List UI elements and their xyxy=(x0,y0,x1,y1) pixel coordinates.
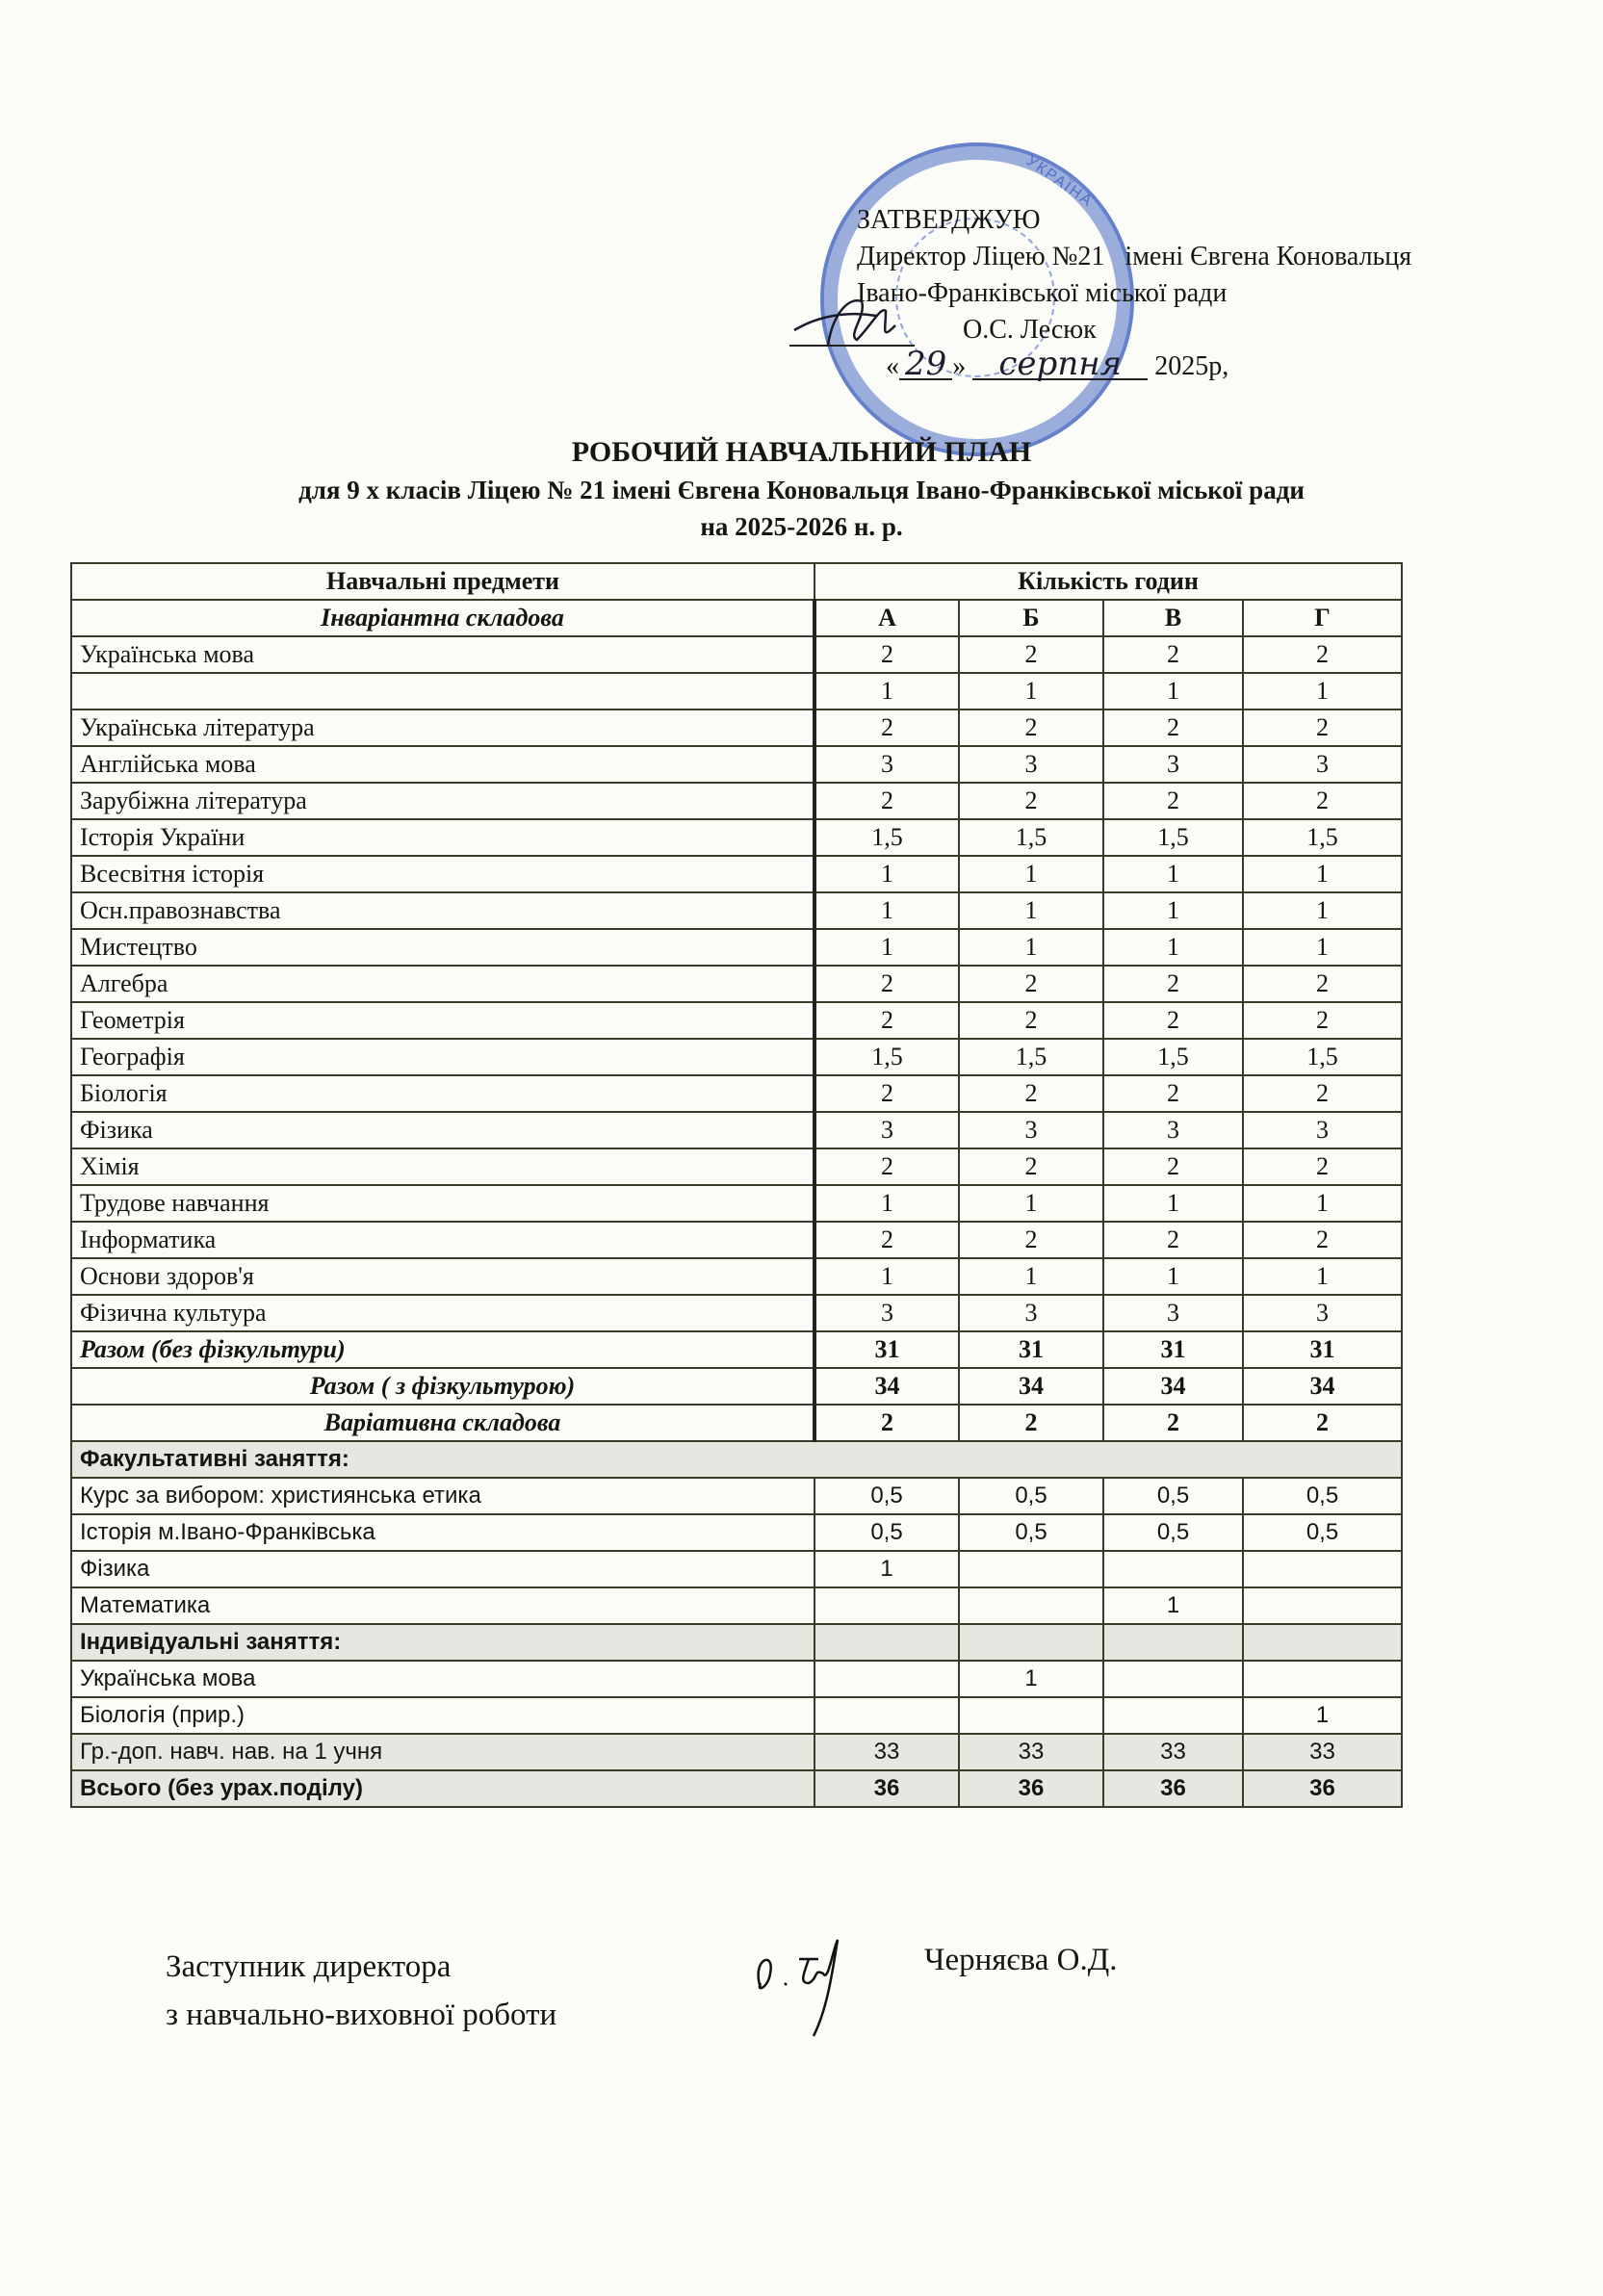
total-without-pe-row xyxy=(71,1331,1402,1368)
cell-a: 1 xyxy=(814,1551,959,1587)
cell-b: 31 xyxy=(959,1331,1103,1368)
optional-heading: Факультативні заняття: xyxy=(71,1441,1402,1478)
cell-b: 1,5 xyxy=(959,819,1103,856)
cell-v: 1 xyxy=(1103,673,1243,709)
cell-a: 3 xyxy=(814,1295,959,1331)
cell-g: 2 xyxy=(1243,1148,1402,1185)
cell-v xyxy=(1103,1551,1243,1587)
cell-a: 1 xyxy=(814,856,959,892)
cell-b: 2 xyxy=(959,1405,1103,1441)
deputy-signature xyxy=(741,1930,876,2051)
cell-v: 0,5 xyxy=(1103,1514,1243,1551)
cell-b: 3 xyxy=(959,1112,1103,1148)
table-row xyxy=(71,1185,1402,1222)
curriculum-table xyxy=(70,562,1403,1808)
subject-cell: Інформатика xyxy=(71,1222,814,1258)
table-row xyxy=(71,819,1402,856)
cell-v: 1 xyxy=(1103,1185,1243,1222)
table-row xyxy=(71,1697,1402,1734)
table-row xyxy=(71,1112,1402,1148)
cell-a: 0,5 xyxy=(814,1478,959,1514)
cell-g: 1,5 xyxy=(1243,1039,1402,1075)
cell-g: 3 xyxy=(1243,746,1402,783)
subject-cell: Фізика xyxy=(71,1112,814,1148)
cell-b xyxy=(959,1697,1103,1734)
approval-block xyxy=(857,202,1411,385)
cell-a: 2 xyxy=(814,636,959,673)
table-row xyxy=(71,1222,1402,1258)
table-row xyxy=(71,929,1402,966)
subject-cell: Математика xyxy=(71,1587,814,1624)
cell-v: 33 xyxy=(1103,1734,1243,1770)
cell-g: 2 xyxy=(1243,966,1402,1002)
document-year: на 2025-2026 н. р. xyxy=(700,512,903,541)
cell-v: 2 xyxy=(1103,1222,1243,1258)
cell-v: 3 xyxy=(1103,746,1243,783)
approval-director-name: О.С. Лесюк xyxy=(963,315,1097,345)
cell-b: 1 xyxy=(959,892,1103,929)
table-row xyxy=(71,673,1402,709)
cell-a xyxy=(814,1697,959,1734)
cell-b: 2 xyxy=(959,709,1103,746)
cell-a: 33 xyxy=(814,1734,959,1770)
cell-g: 1 xyxy=(1243,1185,1402,1222)
subject-cell: Зарубіжна література xyxy=(71,783,814,819)
cell-a: 3 xyxy=(814,1112,959,1148)
individual-rows xyxy=(71,1661,1402,1734)
individual-heading-row xyxy=(71,1624,1402,1661)
table-row xyxy=(71,1587,1402,1624)
cell-a: 2 xyxy=(814,1002,959,1039)
cell-b: 2 xyxy=(959,966,1103,1002)
subject-cell: Географія xyxy=(71,1039,814,1075)
cell-v: 1 xyxy=(1103,1587,1243,1624)
subject-cell: Історія України xyxy=(71,819,814,856)
subject-cell: Хімія xyxy=(71,1148,814,1185)
document-subtitle: для 9 х класів Ліцею № 21 імені Євгена Коновальця Івано-Франківської міської ради xyxy=(298,476,1305,504)
date-month: серпня xyxy=(972,349,1148,380)
table-row xyxy=(71,1514,1402,1551)
table-row xyxy=(71,1478,1402,1514)
cell-a: 2 xyxy=(814,1222,959,1258)
cell-b: 1,5 xyxy=(959,1039,1103,1075)
table-row xyxy=(71,1148,1402,1185)
cell-a: 2 xyxy=(814,783,959,819)
approval-position: Директор Ліцею №21 імені Євгена Коновальця xyxy=(857,242,1412,271)
deputy-position-line1: Заступник директора xyxy=(166,1949,452,1984)
cell-a: 1,5 xyxy=(814,819,959,856)
subject-cell: Біологія (прир.) xyxy=(71,1697,814,1734)
cell-b: 36 xyxy=(959,1770,1103,1807)
table-row xyxy=(71,783,1402,819)
cell-g: 0,5 xyxy=(1243,1514,1402,1551)
signature-icon xyxy=(741,1930,876,2046)
cell-v: 1,5 xyxy=(1103,1039,1243,1075)
cell-v: 3 xyxy=(1103,1112,1243,1148)
subject-cell: Мистецтво xyxy=(71,929,814,966)
cell-v: 31 xyxy=(1103,1331,1243,1368)
cell-v: 2 xyxy=(1103,636,1243,673)
individual-heading: Індивідуальні заняття: xyxy=(71,1624,814,1661)
cell-a: 2 xyxy=(814,1148,959,1185)
subject-cell: Осн.правознавства xyxy=(71,892,814,929)
cell-v: 34 xyxy=(1103,1368,1243,1405)
cell-a: 36 xyxy=(814,1770,959,1807)
table-row xyxy=(71,1295,1402,1331)
variative-row xyxy=(71,1405,1402,1441)
header-row xyxy=(71,563,1402,600)
cell-g: 3 xyxy=(1243,1295,1402,1331)
table-row xyxy=(71,1039,1402,1075)
cell-b: 2 xyxy=(959,1002,1103,1039)
cell-b: 33 xyxy=(959,1734,1103,1770)
deputy-position-line2: з навчально-виховної роботи xyxy=(166,1998,557,2032)
cell-g: 2 xyxy=(1243,1075,1402,1112)
cell-b: 1 xyxy=(959,673,1103,709)
subject-cell: Українська література xyxy=(71,709,814,746)
cell-a: 1 xyxy=(814,892,959,929)
cell-a: 34 xyxy=(814,1368,959,1405)
cell-g: 2 xyxy=(1243,1405,1402,1441)
table-row xyxy=(71,1258,1402,1295)
table-row xyxy=(71,1551,1402,1587)
cell-b xyxy=(959,1587,1103,1624)
cell-v: 3 xyxy=(1103,1295,1243,1331)
optional-rows xyxy=(71,1478,1402,1624)
cell-a: 1 xyxy=(814,929,959,966)
cell-v: 2 xyxy=(1103,966,1243,1002)
table-row xyxy=(71,746,1402,783)
cell-v xyxy=(1103,1697,1243,1734)
cell-b: 0,5 xyxy=(959,1478,1103,1514)
cell-v: 2 xyxy=(1103,1405,1243,1441)
cell-b: 2 xyxy=(959,1148,1103,1185)
subject-cell: Алгебра xyxy=(71,966,814,1002)
header-invariant: Інваріантна складова xyxy=(71,600,814,636)
cell-v: 1 xyxy=(1103,856,1243,892)
grand-total-row xyxy=(71,1770,1402,1807)
cell-v: 2 xyxy=(1103,1148,1243,1185)
cell-a: 2 xyxy=(814,1405,959,1441)
cell-g: 2 xyxy=(1243,1222,1402,1258)
cell-v: 2 xyxy=(1103,1002,1243,1039)
cell-a: 1 xyxy=(814,1185,959,1222)
cell-b: 34 xyxy=(959,1368,1103,1405)
cell-v xyxy=(1103,1661,1243,1697)
cell-b: 1 xyxy=(959,929,1103,966)
table-row xyxy=(71,1661,1402,1697)
cell-a: 1 xyxy=(814,673,959,709)
cell-g xyxy=(1243,1587,1402,1624)
cell-b: 1 xyxy=(959,856,1103,892)
subject-cell: Курс за вибором: християнська етика xyxy=(71,1478,814,1514)
signature-icon xyxy=(789,287,924,354)
subject-cell: Фізична культура xyxy=(71,1295,814,1331)
cell-b: 2 xyxy=(959,783,1103,819)
cell-g xyxy=(1243,1551,1402,1587)
cell-b: 2 xyxy=(959,1222,1103,1258)
subject-cell: Геометрія xyxy=(71,1002,814,1039)
row-label: Разом ( з фізкультурою) xyxy=(71,1368,814,1405)
cell-g: 2 xyxy=(1243,709,1402,746)
cell-g: 2 xyxy=(1243,636,1402,673)
cell-b: 1 xyxy=(959,1185,1103,1222)
date-day: 29 xyxy=(899,349,952,380)
subject-cell: Фізика xyxy=(71,1551,814,1587)
cell-v: 2 xyxy=(1103,783,1243,819)
date-year: 2025р, xyxy=(1154,351,1229,381)
optional-heading-row xyxy=(71,1441,1402,1478)
cell-a: 0,5 xyxy=(814,1514,959,1551)
subject-cell: Українська мова xyxy=(71,1661,814,1697)
class-g-header: Г xyxy=(1243,600,1402,636)
subject-cell xyxy=(71,673,814,709)
table-row xyxy=(71,636,1402,673)
subject-cell: Англійська мова xyxy=(71,746,814,783)
cell-v: 2 xyxy=(1103,709,1243,746)
subject-cell: Трудове навчання xyxy=(71,1185,814,1222)
cell-b: 3 xyxy=(959,746,1103,783)
cell-g: 1 xyxy=(1243,929,1402,966)
cell-g: 1 xyxy=(1243,892,1402,929)
subject-cell: Всесвітня історія xyxy=(71,856,814,892)
approval-date: « 29 » серпня 2025р, xyxy=(886,345,1229,383)
cell-a xyxy=(814,1587,959,1624)
document-title: РОБОЧИЙ НАВЧАЛЬНИЙ ПЛАН xyxy=(571,436,1032,468)
cell-g: 34 xyxy=(1243,1368,1402,1405)
stamp-text: УКРАЇНА xyxy=(1022,152,1097,211)
cell-g: 1 xyxy=(1243,673,1402,709)
cell-g: 31 xyxy=(1243,1331,1402,1368)
cell-b: 2 xyxy=(959,636,1103,673)
cell-a: 2 xyxy=(814,709,959,746)
row-label: Варіативна складова xyxy=(71,1405,814,1441)
cell-g: 1,5 xyxy=(1243,819,1402,856)
director-signature xyxy=(789,306,915,347)
class-a-header: А xyxy=(814,600,959,636)
row-label: Гр.-доп. навч. нав. на 1 учня xyxy=(71,1734,814,1770)
table-row xyxy=(71,892,1402,929)
cell-g: 2 xyxy=(1243,1002,1402,1039)
class-b-header: Б xyxy=(959,600,1103,636)
header-hours: Кількість годин xyxy=(814,563,1402,600)
cell-g: 1 xyxy=(1243,1697,1402,1734)
table-row xyxy=(71,966,1402,1002)
cell-a xyxy=(814,1661,959,1697)
total-with-pe-row xyxy=(71,1368,1402,1405)
cell-a: 31 xyxy=(814,1331,959,1368)
approval-heading: ЗАТВЕРДЖУЮ xyxy=(857,205,1041,235)
cell-g: 36 xyxy=(1243,1770,1402,1807)
cell-a: 1,5 xyxy=(814,1039,959,1075)
subject-cell: Українська мова xyxy=(71,636,814,673)
cell-b xyxy=(959,1551,1103,1587)
cell-b: 1 xyxy=(959,1258,1103,1295)
row-label: Разом (без фізкультури) xyxy=(71,1331,814,1368)
cell-a: 2 xyxy=(814,1075,959,1112)
cell-g: 2 xyxy=(1243,783,1402,819)
table-row xyxy=(71,1075,1402,1112)
cell-g: 33 xyxy=(1243,1734,1402,1770)
subject-cell: Історія м.Івано-Франківська xyxy=(71,1514,814,1551)
max-load-row xyxy=(71,1734,1402,1770)
cell-g: 1 xyxy=(1243,1258,1402,1295)
table-row xyxy=(71,709,1402,746)
cell-v: 1,5 xyxy=(1103,819,1243,856)
cell-v: 0,5 xyxy=(1103,1478,1243,1514)
cell-v: 1 xyxy=(1103,929,1243,966)
header-subjects: Навчальні предмети xyxy=(71,563,814,600)
cell-g: 1 xyxy=(1243,856,1402,892)
table-row xyxy=(71,856,1402,892)
cell-g: 0,5 xyxy=(1243,1478,1402,1514)
table-row xyxy=(71,1002,1402,1039)
cell-a: 1 xyxy=(814,1258,959,1295)
approval-council: Івано-Франківської міської ради xyxy=(857,278,1228,308)
cell-v: 1 xyxy=(1103,892,1243,929)
cell-b: 3 xyxy=(959,1295,1103,1331)
cell-a: 3 xyxy=(814,746,959,783)
cell-a: 2 xyxy=(814,966,959,1002)
cell-b: 1 xyxy=(959,1661,1103,1697)
subject-cell: Біологія xyxy=(71,1075,814,1112)
cell-v: 2 xyxy=(1103,1075,1243,1112)
cell-v: 1 xyxy=(1103,1258,1243,1295)
deputy-position xyxy=(166,1943,556,2039)
row-label: Всього (без урах.поділу) xyxy=(71,1770,814,1807)
cell-g xyxy=(1243,1661,1402,1697)
invariant-rows xyxy=(71,636,1402,1331)
cell-b: 0,5 xyxy=(959,1514,1103,1551)
deputy-name: Черняєва О.Д. xyxy=(924,1943,1118,1977)
cell-b: 2 xyxy=(959,1075,1103,1112)
class-v-header: В xyxy=(1103,600,1243,636)
cell-g: 3 xyxy=(1243,1112,1402,1148)
cell-v: 36 xyxy=(1103,1770,1243,1807)
subject-cell: Основи здоров'я xyxy=(71,1258,814,1295)
